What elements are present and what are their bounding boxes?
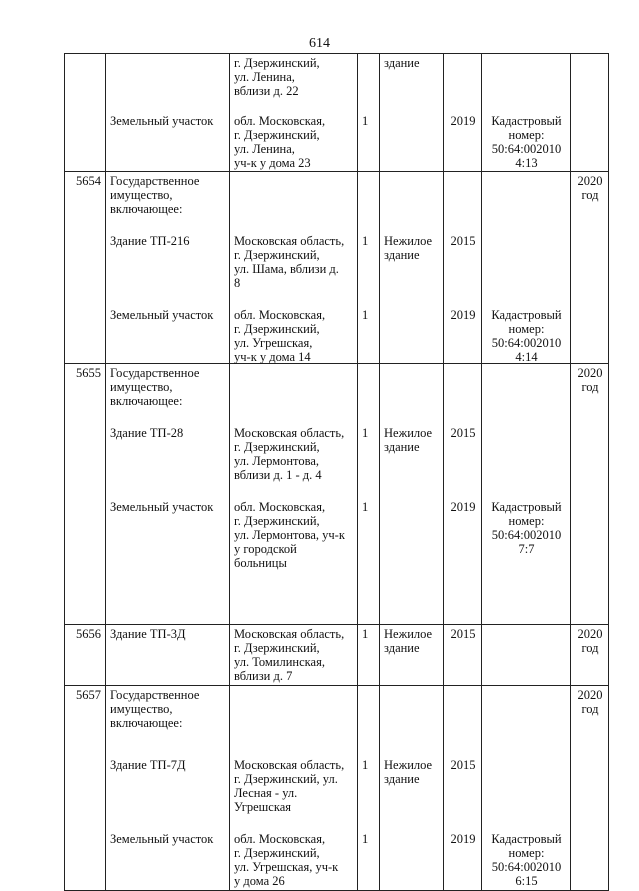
item-note — [482, 172, 570, 174]
text-line: номер: — [508, 322, 545, 336]
item-name-cell — [106, 686, 230, 891]
item-quantity: 1 — [362, 426, 369, 440]
item-name: Здание ТП-28 — [110, 426, 184, 440]
text-line: Кадастровый — [491, 500, 562, 514]
note-cell — [482, 172, 571, 364]
quantity-cell — [358, 625, 380, 686]
text-line: 50:64:002010 — [491, 336, 562, 350]
text-line: номер: — [508, 128, 545, 142]
deadline — [571, 625, 608, 655]
text-line: год — [581, 188, 599, 202]
item-address — [230, 364, 357, 366]
row-number: 5656 — [76, 627, 101, 641]
row-number-cell — [65, 172, 106, 364]
quantity-cell — [358, 54, 380, 172]
item-address — [230, 756, 357, 814]
row-number-cell — [65, 364, 106, 625]
text-line: обл. Московская, — [234, 832, 326, 846]
text-line: 8 — [234, 276, 241, 290]
item-year — [444, 364, 481, 366]
year-cell — [444, 686, 482, 891]
item-name: Здание ТП-216 — [110, 234, 190, 248]
year-cell — [444, 364, 482, 625]
item-name-cell — [106, 172, 230, 364]
item-address — [230, 232, 357, 290]
text-line: 4:14 — [515, 350, 538, 364]
text-line: здание — [384, 248, 420, 262]
text-line: Московская область, — [234, 234, 345, 248]
text-line: Нежилое — [384, 234, 433, 248]
type-cell — [380, 686, 444, 891]
type-cell — [380, 172, 444, 364]
text-line: здание — [384, 641, 420, 655]
text-line: г. Дзержинский, — [234, 128, 320, 142]
item-name: Здание ТП-3Д — [110, 627, 186, 641]
deadline-cell — [571, 625, 609, 686]
text-line: Нежилое — [384, 426, 433, 440]
text-line: ул. Угрешская, — [234, 336, 313, 350]
text-line: г. Дзержинский, — [234, 248, 320, 262]
type-cell — [380, 54, 444, 172]
table-row — [65, 686, 609, 891]
item-type — [380, 424, 443, 454]
item-type — [380, 364, 443, 366]
text-line: год — [581, 702, 599, 716]
text-line: Кадастровый — [491, 114, 562, 128]
item-name: Земельный участок — [110, 500, 214, 514]
year-cell — [444, 625, 482, 686]
item-year: 2019 — [450, 500, 476, 514]
text-line: Кадастровый — [491, 308, 562, 322]
text-line: 2020 — [577, 688, 603, 702]
table-row — [65, 625, 609, 686]
text-line: Московская область, — [234, 426, 345, 440]
item-type — [380, 172, 443, 174]
text-line: 50:64:002010 — [491, 528, 562, 542]
item-name-cell — [106, 625, 230, 686]
item-year — [444, 54, 481, 56]
deadline — [571, 54, 608, 56]
note-cell — [482, 625, 571, 686]
text-line: 2020 — [577, 174, 603, 188]
item-address — [230, 830, 357, 888]
address-cell — [230, 172, 358, 364]
deadline-cell — [571, 54, 609, 172]
row-number: 5657 — [76, 688, 101, 702]
text-line: номер: — [508, 514, 545, 528]
text-line: год — [581, 641, 599, 655]
item-note — [482, 232, 570, 234]
text-line: 2020 — [577, 366, 603, 380]
year-cell — [444, 172, 482, 364]
text-line: год — [581, 380, 599, 394]
deadline — [571, 172, 608, 202]
item-quantity: 1 — [362, 627, 369, 641]
text-line: 2020 — [577, 627, 603, 641]
item-type — [380, 54, 443, 70]
item-type — [380, 830, 443, 832]
text-line: у дома 26 — [234, 874, 285, 888]
text-line: вблизи д. 7 — [234, 669, 293, 683]
text-line: 50:64:002010 — [491, 860, 562, 874]
address-cell — [230, 54, 358, 172]
text-line: г. Дзержинский, — [234, 440, 320, 454]
item-note — [482, 756, 570, 758]
item-note — [482, 498, 570, 556]
item-address — [230, 686, 357, 688]
text-line: вблизи д. 1 - д. 4 — [234, 468, 322, 482]
table-row — [65, 364, 609, 625]
item-note — [482, 364, 570, 366]
text-line: номер: — [508, 846, 545, 860]
item-type — [380, 625, 443, 655]
item-type — [380, 232, 443, 262]
item-year: 2015 — [450, 758, 476, 772]
row-number-cell — [65, 686, 106, 891]
item-note — [482, 54, 570, 56]
note-cell — [482, 54, 571, 172]
item-name: Земельный участок — [110, 832, 214, 846]
item-note — [482, 112, 570, 170]
item-year — [444, 686, 481, 688]
item-quantity — [358, 172, 379, 174]
text-line: Кадастровый — [491, 832, 562, 846]
quantity-cell — [358, 686, 380, 891]
item-address — [230, 54, 357, 98]
text-line: ул. Лермонтова, уч-к — [234, 528, 345, 542]
text-line: здание — [384, 56, 420, 70]
quantity-cell — [358, 172, 380, 364]
item-year: 2015 — [450, 234, 476, 248]
item-year — [444, 172, 481, 174]
item-name: Здание ТП-7Д — [110, 758, 186, 772]
text-line: обл. Московская, — [234, 114, 326, 128]
text-line: ул. Ленина, — [234, 70, 295, 84]
address-cell — [230, 625, 358, 686]
text-line: ул. Томилинская, — [234, 655, 325, 669]
text-line: здание — [384, 772, 420, 786]
item-quantity — [358, 364, 379, 366]
item-year: 2019 — [450, 114, 476, 128]
deadline-cell — [571, 364, 609, 625]
item-year: 2015 — [450, 426, 476, 440]
item-name: Земельный участок — [110, 114, 214, 128]
quantity-cell — [358, 364, 380, 625]
text-line: г. Дзержинский, — [234, 56, 320, 70]
row-number-cell — [65, 54, 106, 172]
type-cell — [380, 364, 444, 625]
item-address — [230, 625, 357, 683]
text-line: г. Дзержинский, — [234, 846, 320, 860]
text-line: 50:64:002010 — [491, 142, 562, 156]
item-note — [482, 625, 570, 627]
item-year: 2015 — [450, 627, 476, 641]
item-quantity: 1 — [362, 234, 369, 248]
text-line: вблизи д. 22 — [234, 84, 299, 98]
text-line: уч-к у дома 14 — [234, 350, 311, 364]
text-line: обл. Московская, — [234, 308, 326, 322]
item-year: 2019 — [450, 832, 476, 846]
type-cell — [380, 625, 444, 686]
text-line: г. Дзержинский, — [234, 514, 320, 528]
item-quantity: 1 — [362, 832, 369, 846]
text-line: обл. Московская, — [234, 500, 326, 514]
item-address — [230, 498, 357, 570]
item-address — [230, 172, 357, 174]
item-quantity — [358, 686, 379, 688]
row-number-cell — [65, 625, 106, 686]
text-line: уч-к у дома 23 — [234, 156, 311, 170]
text-line: Московская область, — [234, 758, 345, 772]
text-line: Нежилое — [384, 627, 433, 641]
text-line: г. Дзержинский, — [234, 641, 320, 655]
text-line: ул. Угрешская, уч-к — [234, 860, 339, 874]
property-table — [64, 53, 609, 891]
year-cell — [444, 54, 482, 172]
address-cell — [230, 686, 358, 891]
item-name — [106, 54, 229, 56]
item-note — [482, 686, 570, 688]
table-row — [65, 172, 609, 364]
item-type — [380, 498, 443, 500]
text-line: г. Дзержинский, ул. — [234, 772, 338, 786]
item-address — [230, 424, 357, 482]
item-name: Государственное имущество, включающее: — [110, 688, 200, 730]
text-line: Угрешская — [234, 800, 292, 814]
text-line: 4:13 — [515, 156, 538, 170]
item-year: 2019 — [450, 308, 476, 322]
row-number — [65, 54, 105, 56]
text-line: ул. Шама, вблизи д. — [234, 262, 339, 276]
text-line: здание — [384, 440, 420, 454]
item-quantity — [358, 54, 379, 56]
text-line: больницы — [234, 556, 287, 570]
row-number: 5655 — [76, 366, 101, 380]
item-note — [482, 306, 570, 364]
item-quantity: 1 — [362, 308, 369, 322]
text-line: у городской — [234, 542, 297, 556]
page-number: 614 — [309, 36, 330, 51]
item-name: Государственное имущество, включающее: — [110, 366, 200, 408]
item-quantity: 1 — [362, 114, 369, 128]
deadline-cell — [571, 172, 609, 364]
item-type — [380, 112, 443, 114]
text-line: Нежилое — [384, 758, 433, 772]
item-name-cell — [106, 54, 230, 172]
item-name: Земельный участок — [110, 308, 214, 322]
text-line: 6:15 — [515, 874, 538, 888]
note-cell — [482, 364, 571, 625]
item-address — [230, 306, 357, 364]
text-line: Лесная - ул. — [234, 786, 298, 800]
note-cell — [482, 686, 571, 891]
table-row — [65, 54, 609, 172]
item-note — [482, 424, 570, 426]
deadline — [571, 686, 608, 716]
item-address — [230, 112, 357, 170]
text-line: 7:7 — [518, 542, 535, 556]
text-line: г. Дзержинский, — [234, 322, 320, 336]
address-cell — [230, 364, 358, 625]
item-name: Государственное имущество, включающее: — [110, 174, 200, 216]
row-number: 5654 — [76, 174, 101, 188]
text-line: ул. Лермонтова, — [234, 454, 319, 468]
item-type — [380, 756, 443, 786]
text-line: ул. Ленина, — [234, 142, 295, 156]
text-line: Московская область, — [234, 627, 345, 641]
item-name-cell — [106, 364, 230, 625]
deadline-cell — [571, 686, 609, 891]
item-type — [380, 306, 443, 308]
item-note — [482, 830, 570, 888]
item-quantity: 1 — [362, 500, 369, 514]
deadline — [571, 364, 608, 394]
item-quantity: 1 — [362, 758, 369, 772]
item-type — [380, 686, 443, 688]
